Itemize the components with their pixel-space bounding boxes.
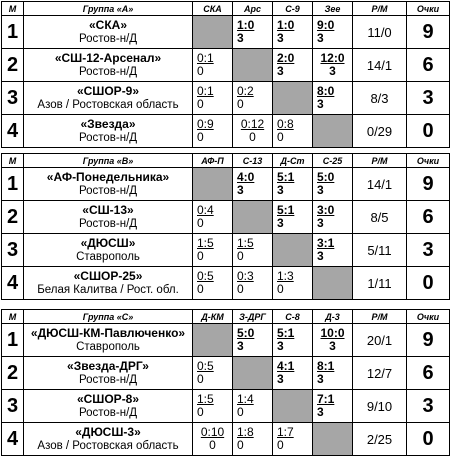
self-match-cell (313, 115, 353, 148)
header-opponent: С-8 (273, 310, 313, 324)
self-match-cell (193, 168, 233, 201)
match-result-cell (193, 390, 233, 423)
self-match-cell (233, 201, 273, 234)
team-points: 0 (407, 423, 450, 456)
team-name: «ДЮСШ-3» (75, 425, 141, 439)
team-cell (24, 16, 193, 49)
match-points: 3 (317, 405, 324, 419)
team-points: 9 (407, 16, 450, 49)
match-points: 0 (197, 372, 204, 386)
match-points: 0 (237, 249, 244, 263)
match-points: 3 (329, 64, 336, 78)
match-points: 3 (329, 339, 336, 353)
match-result-cell (313, 49, 353, 82)
match-result-cell (273, 168, 313, 201)
match-score: 8:1 (317, 359, 335, 373)
match-result-cell (273, 357, 313, 390)
match-points: 0 (277, 438, 284, 452)
match-score: 3:1 (317, 236, 335, 250)
match-score: 0:5 (197, 269, 214, 283)
match-score: 0:8 (277, 117, 294, 131)
team-row (2, 82, 450, 115)
match-points: 0 (249, 130, 256, 144)
match-result-cell (273, 16, 313, 49)
match-score: 3:0 (317, 203, 335, 217)
match-points: 3 (317, 97, 324, 111)
header-opponent: АФ-П (193, 154, 233, 168)
match-result-cell (313, 201, 353, 234)
match-points: 0 (197, 405, 204, 419)
match-score: 1:5 (197, 392, 214, 406)
team-place: 1 (2, 16, 24, 49)
match-score: 1:7 (277, 425, 294, 439)
team-row (2, 49, 450, 82)
standings-table (1, 309, 450, 456)
match-score: 1:5 (197, 236, 214, 250)
match-score: 9:0 (317, 18, 335, 32)
group-title: Группа «С» (24, 310, 193, 324)
match-result-cell (233, 267, 273, 300)
header-opponent: Арс (233, 2, 273, 16)
team-name: «СШ-12-Арсенал» (54, 51, 162, 65)
team-city: Ростов-н/Д (78, 374, 138, 386)
match-score: 5:1 (277, 203, 295, 217)
match-score: 5:1 (277, 170, 295, 184)
team-cell (24, 115, 193, 148)
match-result-cell (233, 82, 273, 115)
group-table-2 (0, 153, 450, 300)
self-match-cell (273, 234, 313, 267)
team-name: «Звезда-ДРГ» (67, 359, 149, 373)
match-points: 3 (277, 183, 284, 197)
match-result-cell (193, 357, 233, 390)
match-result-cell (273, 49, 313, 82)
team-goals: 12/7 (353, 357, 407, 390)
team-place: 3 (2, 82, 24, 115)
match-points: 3 (237, 183, 244, 197)
match-result-cell (313, 390, 353, 423)
header-row (2, 310, 450, 324)
self-match-cell (273, 82, 313, 115)
team-place: 2 (2, 49, 24, 82)
team-points: 6 (407, 49, 450, 82)
match-score: 1:0 (237, 18, 255, 32)
match-points: 0 (197, 64, 204, 78)
team-goals: 11/0 (353, 16, 407, 49)
team-name: «СШОР-25» (73, 269, 143, 283)
team-city: Ставрополь (76, 251, 140, 263)
match-result-cell (313, 234, 353, 267)
team-name: «ДЮСШ-КМ-Павлюченко» (30, 326, 186, 340)
match-score: 0:9 (197, 117, 214, 131)
self-match-cell (233, 49, 273, 82)
team-city: Ставрополь (76, 341, 140, 353)
header-place: М (2, 154, 24, 168)
match-score: 0:1 (197, 84, 214, 98)
match-points: 0 (277, 282, 284, 296)
team-goals: 14/1 (353, 168, 407, 201)
team-goals: 8/3 (353, 82, 407, 115)
team-place: 2 (2, 357, 24, 390)
header-points: Очки (407, 310, 450, 324)
match-result-cell (273, 115, 313, 148)
match-points: 3 (317, 249, 324, 263)
header-goals: Р/М (353, 2, 407, 16)
header-row (2, 154, 450, 168)
self-match-cell (313, 423, 353, 456)
team-row (2, 16, 450, 49)
match-result-cell (313, 324, 353, 357)
match-points: 3 (277, 31, 284, 45)
header-opponent: З-ДРГ (233, 310, 273, 324)
team-city: Ростов-н/Д (78, 407, 138, 419)
header-goals: Р/М (353, 154, 407, 168)
team-cell (24, 49, 193, 82)
team-cell (24, 267, 193, 300)
match-result-cell (233, 234, 273, 267)
team-goals: 2/25 (353, 423, 407, 456)
team-name: «СШ-13» (82, 203, 134, 217)
team-place: 1 (2, 168, 24, 201)
team-points: 0 (407, 115, 450, 148)
match-points: 3 (317, 216, 324, 230)
header-opponent: Д-КМ (193, 310, 233, 324)
match-points: 0 (197, 216, 204, 230)
match-result-cell (273, 423, 313, 456)
team-row (2, 423, 450, 456)
header-points: Очки (407, 154, 450, 168)
team-cell (24, 423, 193, 456)
team-row (2, 357, 450, 390)
header-opponent: Зее (313, 2, 353, 16)
header-opponent: С-13 (233, 154, 273, 168)
group-title: Группа «А» (24, 2, 193, 16)
match-result-cell (193, 234, 233, 267)
match-result-cell (193, 201, 233, 234)
match-result-cell (273, 267, 313, 300)
team-place: 4 (2, 115, 24, 148)
team-place: 3 (2, 390, 24, 423)
match-score: 2:0 (277, 51, 295, 65)
header-opponent: СКА (193, 2, 233, 16)
team-points: 9 (407, 324, 450, 357)
standings-table (1, 1, 450, 148)
match-result-cell (233, 115, 273, 148)
standings-table (1, 153, 450, 300)
team-city: Ростов-н/Д (78, 132, 138, 144)
match-score: 1:4 (237, 392, 254, 406)
team-place: 4 (2, 267, 24, 300)
match-result-cell (313, 357, 353, 390)
self-match-cell (193, 16, 233, 49)
match-points: 0 (197, 249, 204, 263)
team-goals: 5/11 (353, 234, 407, 267)
match-score: 1:8 (237, 425, 254, 439)
team-name: «АФ-Понедельника» (46, 170, 170, 184)
header-opponent: Д-3 (313, 310, 353, 324)
match-result-cell (233, 423, 273, 456)
header-place: М (2, 2, 24, 16)
team-points: 6 (407, 201, 450, 234)
match-result-cell (273, 324, 313, 357)
team-city: Ростов-н/Д (78, 66, 138, 78)
team-place: 1 (2, 324, 24, 357)
team-cell (24, 168, 193, 201)
team-points: 3 (407, 234, 450, 267)
team-name: «ДЮСШ» (80, 236, 136, 250)
match-points: 3 (277, 216, 284, 230)
team-row (2, 201, 450, 234)
match-points: 0 (237, 405, 244, 419)
match-score: 8:0 (317, 84, 335, 98)
team-city: Азов / Ростовская область (37, 99, 179, 111)
header-opponent: С-25 (313, 154, 353, 168)
match-result-cell (233, 324, 273, 357)
match-points: 3 (237, 339, 244, 353)
match-score: 1:3 (277, 269, 294, 283)
match-points: 3 (237, 31, 244, 45)
match-score: 0:3 (237, 269, 254, 283)
team-name: «СШОР-9» (76, 84, 140, 98)
match-points: 3 (317, 372, 324, 386)
team-points: 3 (407, 390, 450, 423)
match-result-cell (313, 82, 353, 115)
match-points: 0 (197, 97, 204, 111)
team-goals: 20/1 (353, 324, 407, 357)
team-name: «СКА» (88, 18, 127, 32)
team-cell (24, 234, 193, 267)
match-score: 1:5 (237, 236, 254, 250)
match-points: 3 (277, 339, 284, 353)
match-result-cell (233, 168, 273, 201)
team-goals: 9/10 (353, 390, 407, 423)
team-cell (24, 82, 193, 115)
team-cell (24, 324, 193, 357)
team-goals: 14/1 (353, 49, 407, 82)
match-points: 0 (237, 97, 244, 111)
header-points: Очки (407, 2, 450, 16)
team-row (2, 234, 450, 267)
match-points: 0 (209, 438, 216, 452)
team-goals: 1/11 (353, 267, 407, 300)
match-points: 0 (277, 130, 284, 144)
match-points: 0 (237, 438, 244, 452)
group-title: Группа «В» (24, 154, 193, 168)
team-cell (24, 201, 193, 234)
match-score: 0:12 (240, 117, 265, 131)
match-score: 1:0 (277, 18, 295, 32)
team-cell (24, 390, 193, 423)
match-score: 4:1 (277, 359, 295, 373)
team-place: 2 (2, 201, 24, 234)
header-place: М (2, 310, 24, 324)
match-result-cell (193, 49, 233, 82)
team-city: Азов / Ростовская область (37, 440, 179, 452)
match-points: 3 (277, 64, 284, 78)
match-points: 0 (197, 130, 204, 144)
header-opponent: С-9 (273, 2, 313, 16)
header-goals: Р/М (353, 310, 407, 324)
team-city: Белая Калитва / Рост. обл. (37, 284, 179, 296)
team-row (2, 390, 450, 423)
match-score: 5:0 (237, 326, 255, 340)
match-result-cell (193, 423, 233, 456)
match-score: 0:4 (197, 203, 214, 217)
match-points: 3 (317, 31, 324, 45)
team-name: «СШОР-8» (76, 392, 140, 406)
match-points: 3 (277, 372, 284, 386)
team-place: 3 (2, 234, 24, 267)
team-points: 3 (407, 82, 450, 115)
match-result-cell (193, 115, 233, 148)
match-score: 0:2 (237, 84, 254, 98)
team-city: Ростов-н/Д (78, 33, 138, 45)
match-result-cell (233, 390, 273, 423)
match-score: 5:1 (277, 326, 295, 340)
match-score: 4:0 (237, 170, 255, 184)
match-score: 0:5 (197, 359, 214, 373)
match-score: 5:0 (317, 170, 335, 184)
match-result-cell (313, 168, 353, 201)
team-goals: 8/5 (353, 201, 407, 234)
team-points: 6 (407, 357, 450, 390)
team-goals: 0/29 (353, 115, 407, 148)
self-match-cell (233, 357, 273, 390)
match-result-cell (233, 16, 273, 49)
match-result-cell (193, 267, 233, 300)
group-table-1 (0, 1, 450, 148)
match-score: 10:0 (320, 326, 345, 340)
match-score: 7:1 (317, 392, 335, 406)
match-points: 3 (317, 183, 324, 197)
match-score: 0:1 (197, 51, 214, 65)
self-match-cell (313, 267, 353, 300)
match-points: 0 (237, 282, 244, 296)
team-points: 0 (407, 267, 450, 300)
team-city: Ростов-н/Д (78, 218, 138, 230)
match-result-cell (313, 16, 353, 49)
team-row (2, 168, 450, 201)
team-row (2, 267, 450, 300)
group-table-3 (0, 309, 450, 456)
match-score: 0:10 (200, 425, 225, 439)
team-cell (24, 357, 193, 390)
header-row (2, 2, 450, 16)
team-row (2, 115, 450, 148)
header-opponent: Д-Ст (273, 154, 313, 168)
team-points: 9 (407, 168, 450, 201)
match-result-cell (193, 82, 233, 115)
team-place: 4 (2, 423, 24, 456)
self-match-cell (193, 324, 233, 357)
self-match-cell (273, 390, 313, 423)
team-name: «Звезда» (80, 117, 136, 131)
team-row (2, 324, 450, 357)
match-points: 0 (197, 282, 204, 296)
team-city: Ростов-н/Д (78, 185, 138, 197)
match-result-cell (273, 201, 313, 234)
match-score: 12:0 (320, 51, 345, 65)
